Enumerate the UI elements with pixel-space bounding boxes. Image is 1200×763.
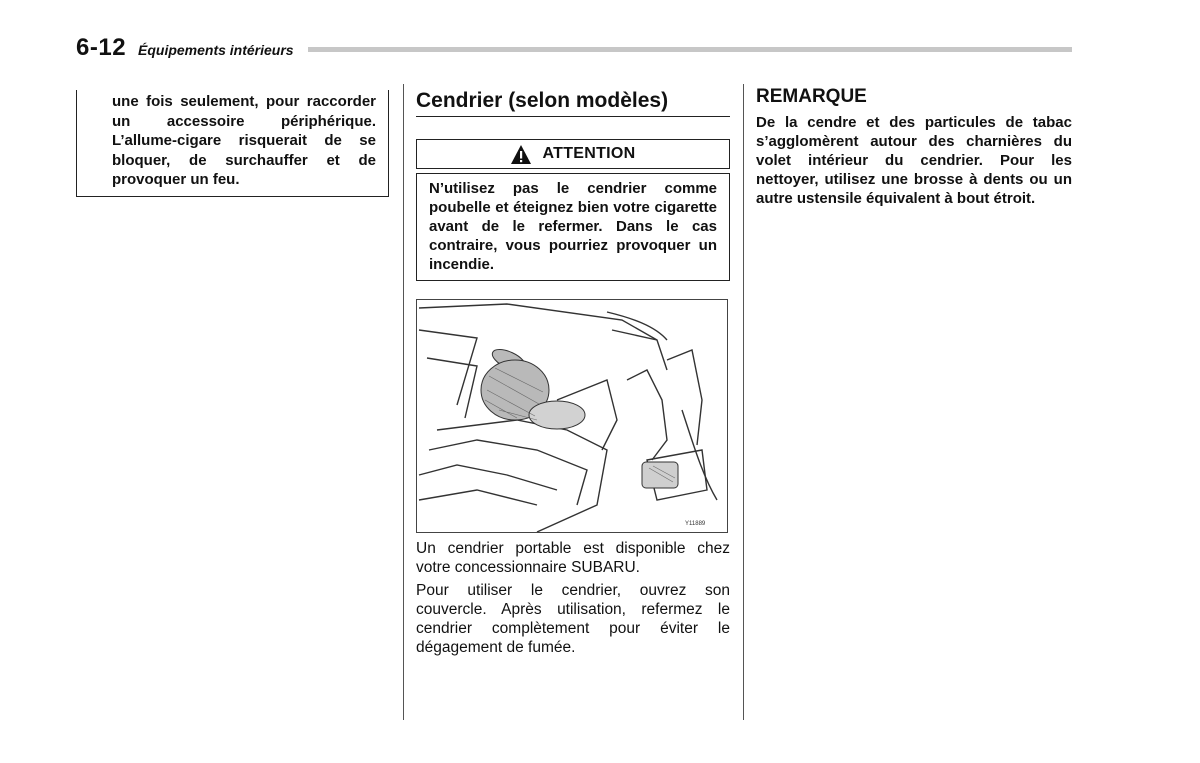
ashtray-drawing <box>417 300 727 532</box>
note-text: De la cendre et des particules de tabac s’agglomèrent autour des charnières du volet intérieur du cendrier. Pour les nettoyer, utilisez une brosse à dents ou un autre ustensile équivalent à bout étroit. <box>756 114 1072 207</box>
paragraph-portable-ashtray: Un cendrier portable est disponible chez votre concessionnaire SUBARU. <box>416 540 730 576</box>
header-rule <box>308 47 1072 52</box>
warning-continuation-text: une fois seulement, pour raccorder un accessoire périphérique. L’allume-cigare risquerait de se bloquer, de surchauffer et de provoquer un feu. <box>112 93 376 188</box>
page-number: 6-12 <box>76 34 127 61</box>
attention-header <box>416 139 730 169</box>
section-name: Équipements intérieurs <box>138 42 294 58</box>
section-title: Cendrier (selon modèles) <box>416 84 730 117</box>
warning-triangle-icon <box>510 144 532 165</box>
attention-box <box>416 173 730 281</box>
attention-label: ATTENTION <box>542 145 636 162</box>
column-left <box>76 84 389 197</box>
figure-code: Y11889 <box>685 521 706 527</box>
column-right <box>756 84 1072 208</box>
column-divider <box>403 84 404 720</box>
attention-text: N’utilisez pas le cendrier comme poubelle et éteignez bien votre cigarette avant de le refermer. Dans le cas contraire, vous pourriez provoquer un incendie. <box>429 180 717 273</box>
column-middle <box>416 84 730 657</box>
page-header <box>76 30 1072 66</box>
note-title: REMARQUE <box>756 86 867 107</box>
warning-box-continuation <box>76 90 389 197</box>
column-divider <box>743 84 744 720</box>
ashtray-illustration <box>416 299 728 533</box>
paragraph-usage: Pour utiliser le cendrier, ouvrez son couvercle. Après utilisation, refermez le cendrier complètement pour éviter le dégagement de fumée. <box>416 582 730 656</box>
